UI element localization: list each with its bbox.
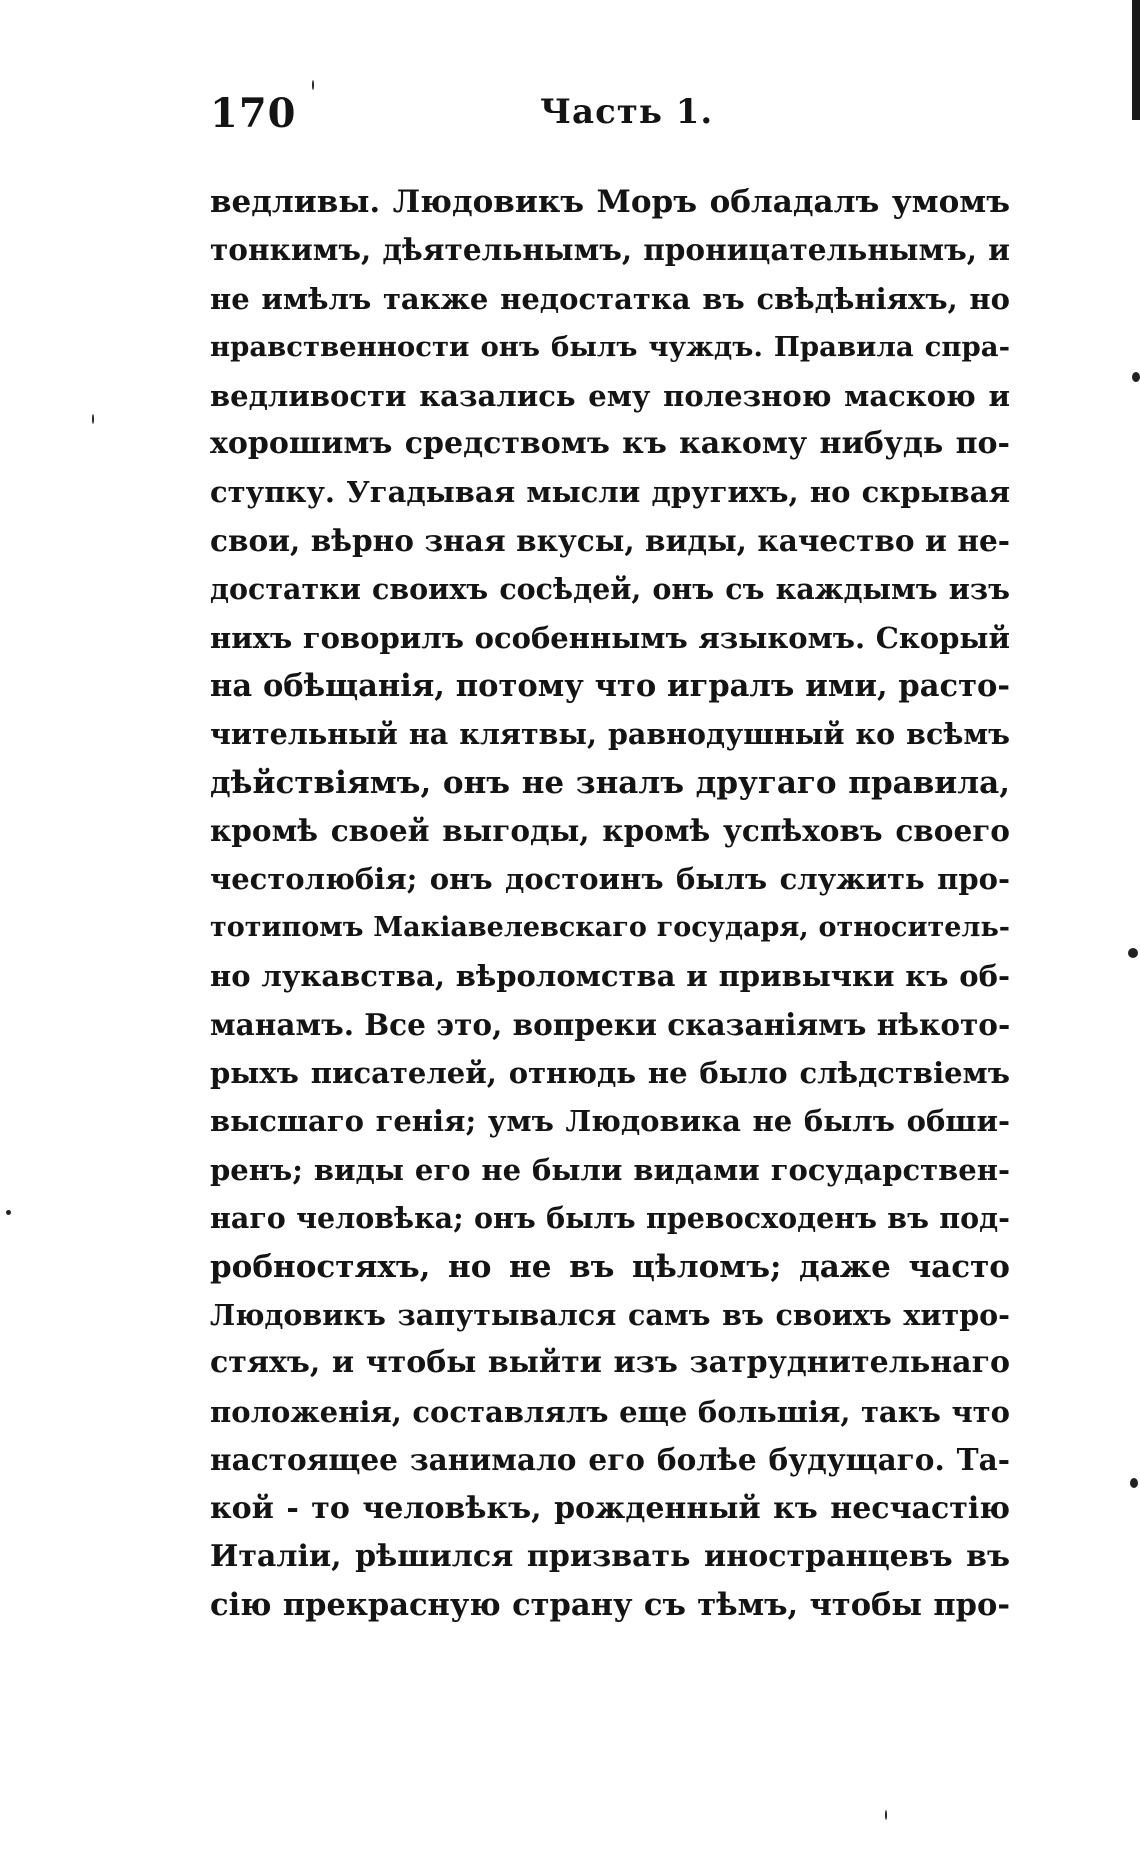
text-line: честолюбія; онъ достоинъ былъ служить про- [210, 862, 1010, 897]
text-line: высшаго генія; умъ Людовика не былъ обши- [210, 1104, 1010, 1139]
scan-edge-mark [1132, 0, 1140, 120]
text-line: настоящее занимало его болѣе будущаго. Та- [210, 1442, 1010, 1478]
text-line: наго человѣка; онъ былъ превосходенъ въ под- [210, 1201, 1010, 1236]
page-header [210, 90, 1010, 140]
text-line: Италіи, рѣшился призвать иностранцевъ въ [210, 1538, 1010, 1574]
text-line: тотипомъ Макіавелевскаго государя, относитель- [210, 911, 1010, 943]
text-line: не имѣлъ также недостатка въ свѣдѣніяхъ, но [210, 281, 1010, 316]
scan-speck [885, 1810, 887, 1820]
page-number: 170 [210, 90, 297, 137]
text-line: чительный на клятвы, равнодушный ко всѣмъ [210, 717, 1010, 752]
text-line: нравственности онъ былъ чуждъ. Правила спра- [210, 331, 1010, 364]
text-line: робностяхъ, но не въ цѣломъ; даже часто [210, 1248, 1010, 1285]
text-line: ренъ; виды его не были видами государствен- [210, 1152, 1010, 1187]
scan-speck [6, 1210, 11, 1215]
text-line: кой - то человѣкъ, рожденный къ несчастію [210, 1490, 1010, 1526]
running-head: Часть 1. [540, 92, 714, 132]
text-line: кромѣ своей выгоды, кромѣ успѣховъ своего [210, 813, 1010, 849]
text-line: ведливы. Людовикъ Моръ обладалъ умомъ [210, 184, 1010, 220]
scan-speck [1132, 372, 1140, 382]
text-line: манамъ. Все это, вопреки сказаніямъ нѣкото- [210, 1006, 1010, 1042]
text-line: тонкимъ, дѣятельнымъ, проницательнымъ, и [210, 232, 1010, 268]
text-line: достатки своихъ сосѣдей, онъ съ каждымъ изъ [210, 572, 1010, 607]
scan-speck [92, 414, 94, 424]
text-line: стяхъ, и чтобы выйти изъ затруднительнаго [210, 1345, 1010, 1381]
text-line: ступку. Угадывая мысли другихъ, но скрывая [210, 475, 1010, 510]
text-line: рыхъ писателей, отнюдь не было слѣдствіемъ [210, 1056, 1010, 1091]
text-line: ведливости казались ему полезною маскою и [210, 378, 1010, 413]
text-line: нихъ говорилъ особеннымъ языкомъ. Скорый [210, 620, 1010, 655]
text-line: хорошимъ средствомъ къ какому нибудь по- [210, 425, 1010, 461]
scan-speck [312, 80, 314, 90]
scan-speck [1128, 948, 1138, 958]
body-text [210, 178, 1010, 1630]
text-line: свои, вѣрно зная вкусы, виды, качество и не- [210, 522, 1010, 558]
text-line: но лукавства, вѣроломства и привычки къ об- [210, 959, 1010, 994]
text-line: положенія, составлялъ еще большія, такъ что [210, 1394, 1010, 1429]
text-line: дѣйствіямъ, онъ не зналъ другаго правила, [210, 764, 1010, 801]
text-line: Людовикъ запутывался самъ въ своихъ хитро- [210, 1297, 1010, 1332]
text-line: сію прекрасную страну съ тѣмъ, чтобы про- [210, 1587, 1010, 1624]
text-line: на обѣщанія, потому что игралъ ими, расто- [210, 667, 1010, 704]
scan-speck [1130, 1478, 1138, 1488]
